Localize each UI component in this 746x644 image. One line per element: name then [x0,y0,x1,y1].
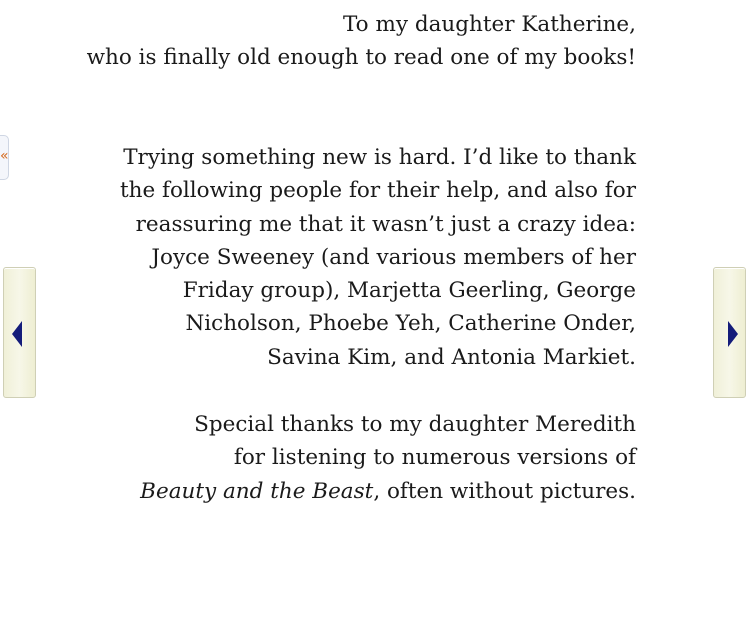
dedication-line: who is finally old enough to read one of my books! [86,45,636,71]
special-thanks-paragraph [140,408,636,508]
acknowledgments-line: Joyce Sweeney (and various members of her [151,244,636,270]
acknowledgments-paragraph [120,141,636,374]
double-chevron-left-icon: « [0,148,9,164]
next-page-button[interactable] [713,267,746,398]
right-arrow-icon [728,321,738,347]
acknowledgments-line: Savina Kim, and Antonia Markiet. [267,344,636,370]
acknowledgments-line: Friday group), Marjetta Geerling, George [182,278,636,304]
special-thanks-line-rest: , often without pictures. [373,478,636,504]
acknowledgments-line: Trying something new is hard. I’d like to thank [123,145,636,170]
acknowledgments-line: Nicholson, Phoebe Yeh, Catherine Onder, [185,311,636,337]
left-arrow-icon [12,321,22,347]
sidebar-toggle-button[interactable] [0,135,9,180]
dedication-line: To my daughter Katherine, [343,12,636,37]
previous-page-button[interactable] [3,267,36,398]
dedication [87,8,636,75]
acknowledgments-line: reassuring me that it wasn’t just a crazy idea: [135,211,636,237]
book-title: Beauty and the Beast [140,478,374,504]
special-thanks-line [140,475,636,508]
acknowledgments-line: the following people for their help, and also for [119,178,636,204]
special-thanks-line: for listening to numerous versions of [233,445,636,471]
special-thanks-line: Special thanks to my daughter Meredith [194,412,636,437]
